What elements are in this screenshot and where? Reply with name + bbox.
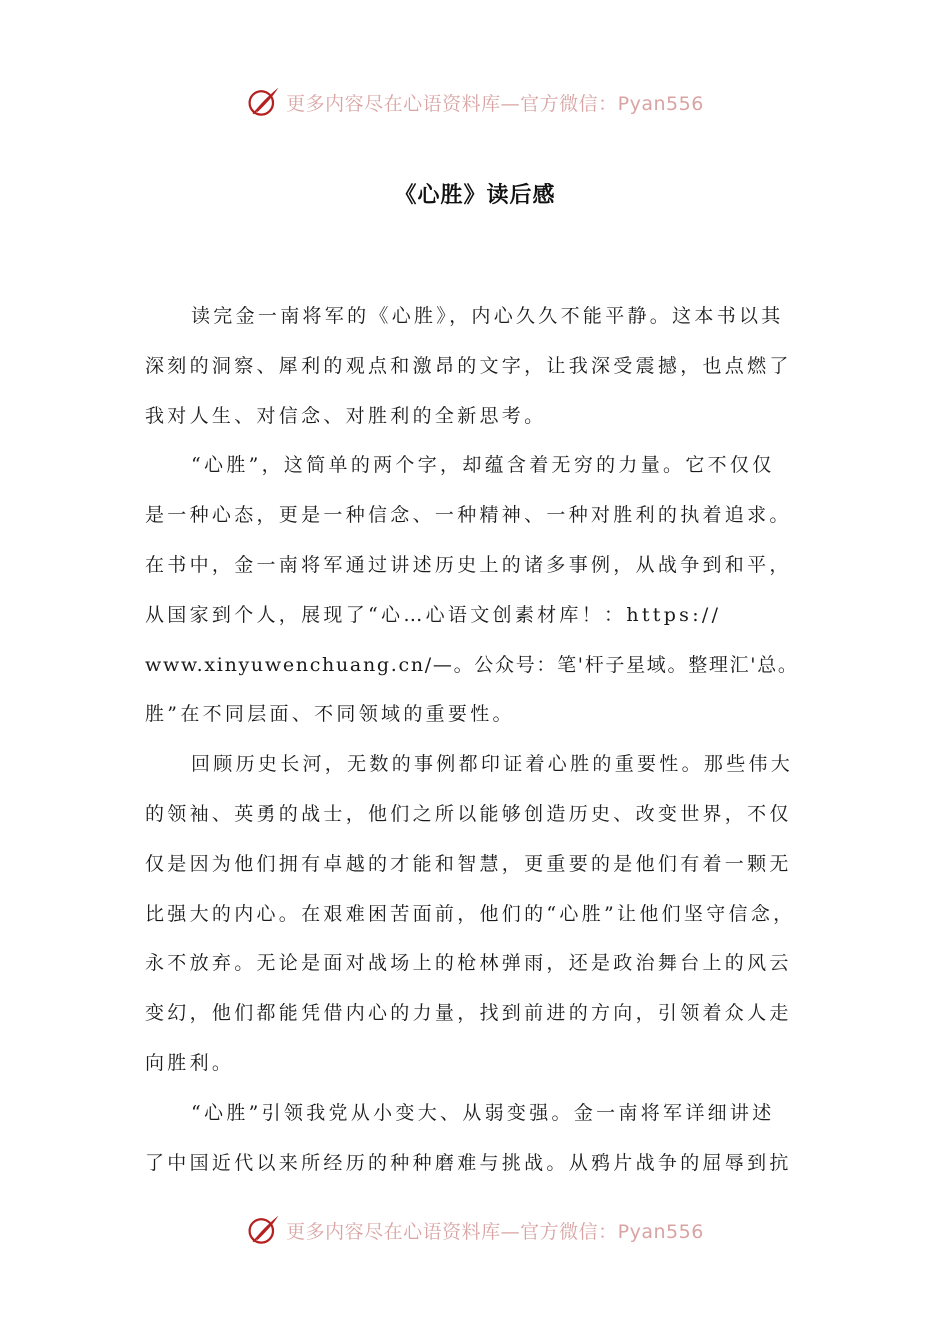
watermark-wechat-id: Pyan556 [617,1220,704,1243]
text-line: www.xinyuwenchuang.cn/—。公众号：笔'杆子星域。整理汇'总。 [145,653,799,676]
text-line: “心胜”引领我党从小变大、从弱变强。金一南将军详细讲述 [191,1101,775,1124]
text-line: 回顾历史长河，无数的事例都印证着心胜的重要性。那些伟大 [191,753,794,776]
document-body [145,292,805,1188]
quill-logo-icon [246,1212,282,1248]
footer-watermark [0,1208,950,1252]
text-line: 仅是因为他们拥有卓越的才能和智慧，更重要的是他们有着一颗无 [145,852,792,875]
header-watermark [0,80,950,124]
watermark-text: 更多内容尽在心语资料库—官方微信： [286,1220,618,1243]
text-line: 深刻的洞察、犀利的观点和激昂的文字，让我深受震撼，也点燃了 [145,354,792,377]
watermark-wechat-id: Pyan556 [617,92,704,115]
text-line: 变幻，他们都能凭借内心的力量，找到前进的方向，引领着众人走 [145,1002,792,1025]
text-line: 读完金一南将军的《心胜》，内心久久不能平静。这本书以其 [191,305,784,327]
quill-logo-icon [246,84,282,120]
watermark-text: 更多内容尽在心语资料库—官方微信： [286,92,618,115]
text-line: 比强大的内心。在艰难困苦面前，他们的“心胜”让他们坚守信念， [145,902,796,925]
text-line: 的领袖、英勇的战士，他们之所以能够创造历史、改变世界，不仅 [145,802,792,825]
text-line: 我对人生、对信念、对胜利的全新思考。 [145,404,547,427]
text-line: 在书中，金一南将军通过讲述历史上的诸多事例，从战争到和平， [145,553,792,576]
text-line: 了中国近代以来所经历的种种磨难与挑战。从鸦片战争的屈辱到抗 [145,1151,792,1174]
text-line: “心胜”，这简单的两个字，却蕴含着无穷的力量。它不仅仅 [191,454,775,477]
text-line: 向胜利。 [145,1051,235,1074]
text-line: 胜”在不同层面、不同领域的重要性。 [145,703,515,726]
text-line: 是一种心态，更是一种信念、一种精神、一种对胜利的执着追求。 [145,504,792,527]
page-title: 《心胜》读后感 [394,183,556,208]
text-line: 永不放弃。无论是面对战场上的枪林弹雨，还是政治舞台上的风云 [145,952,792,975]
text-line: 从国家到个人，展现了“心…心语文创素材库！：https:// [145,603,722,626]
